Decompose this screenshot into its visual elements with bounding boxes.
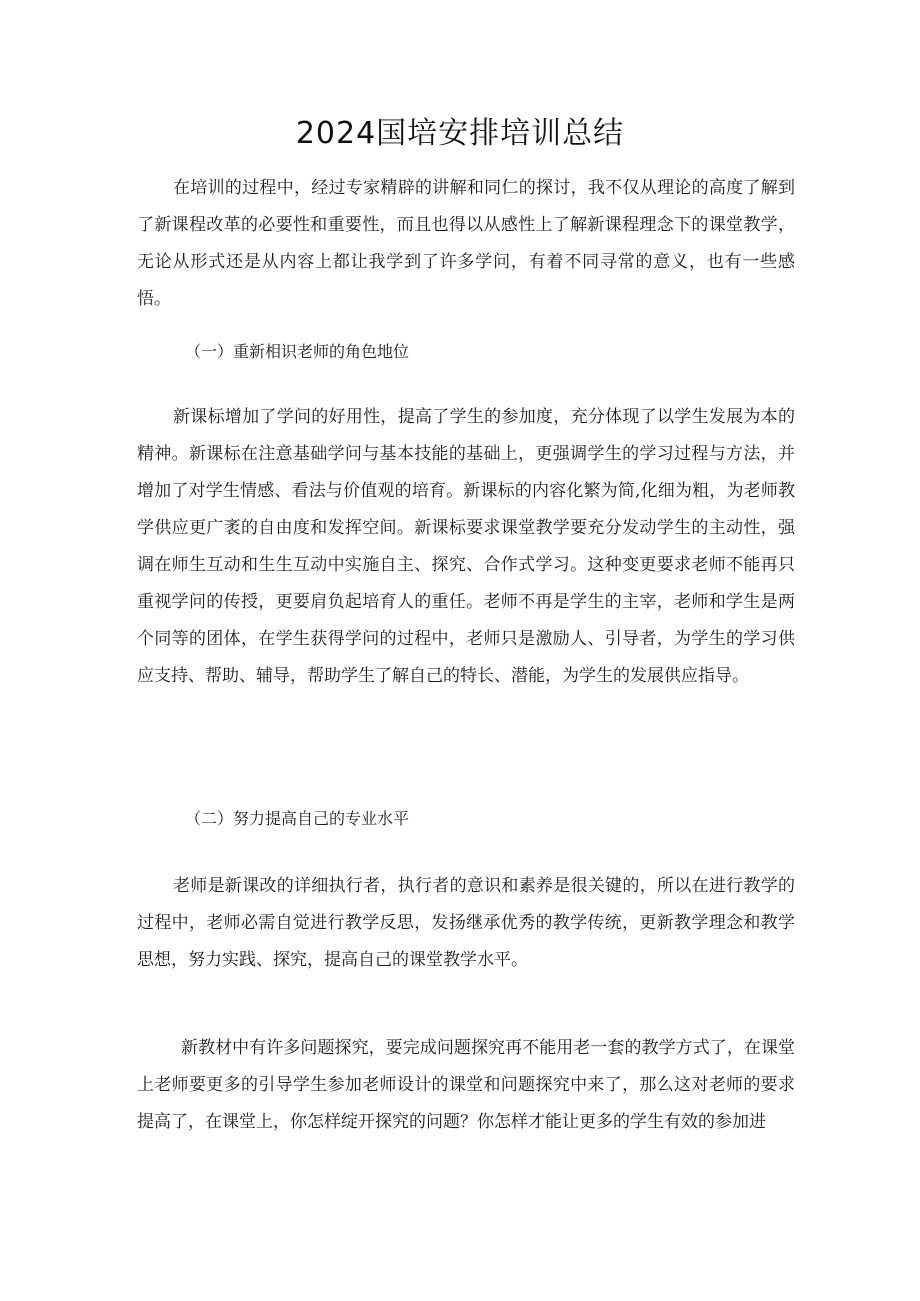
section-professional-paragraph-2: 新教材中有许多问题探究，要完成问题探究再不能用老一套的教学方式了，在课堂上老师要更多的引导学生参加老师设计的课堂和问题探究中来了，那么这对老师的要求提高了，在课堂上，你怎样绽开探究的问题？你怎样才能让更多的学生有效的参加进 — [137, 1038, 795, 1132]
section-role-paragraph: 新课标增加了学问的好用性，提高了学生的参加度，充分体现了以学生发展为本的精神。新课标在注意基础学问与基本技能的基础上，更强调学生的学习过程与方法，并增加了对学生情感、看法与价值观的培育。新课标的内容化繁为简,化细为粗，为老师教学供应更广袤的自由度和发挥空间。新课标要求课堂教学要充分发动学生的主动性，强调在师生互动和生生互动中实施自主、探究、合作式学习。这种变更要求老师不能再只重视学问的传授，更要肩负起培育人的重任。老师不再是学生的主宰，老师和学生是两个同等的团体，在学生获得学问的过程中，老师只是激励人、引导者，为学生的学习供应支持、帮助、辅导，帮助学生了解自己的特长、潜能，为学生的发展供应指导。 — [137, 407, 795, 686]
section-heading-role: （一）重新相识老师的角色地位 — [185, 342, 410, 361]
section-heading-professional: （二）努力提高自己的专业水平 — [185, 809, 410, 828]
document-title: 2024国培安排培训总结 — [295, 116, 625, 151]
intro-paragraph: 在培训的过程中，经过专家精辟的讲解和同仁的探讨，我不仅从理论的高度了解到了新课程改革的必要性和重要性，而且也得以从感性上了解新课程理念下的课堂教学，无论从形式还是从内容上都让我学到了许多学问，有着不同寻常的意义，也有一些感悟。 — [137, 178, 795, 309]
section-professional-paragraph-1: 老师是新课改的详细执行者，执行者的意识和素养是很关键的，所以在进行教学的过程中，老师必需自觉进行教学反思，发扬继承优秀的教学传统，更新教学理念和教学思想，努力实践、探究，提高自己的课堂教学水平。 — [137, 876, 795, 970]
